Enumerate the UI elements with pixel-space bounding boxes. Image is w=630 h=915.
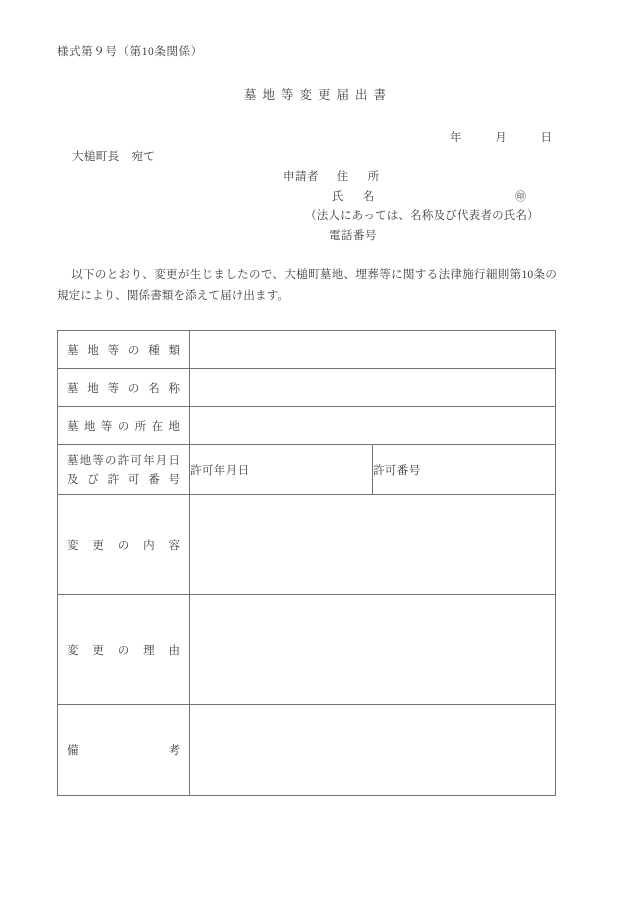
row-label-location [58,407,190,445]
body-paragraph-text: 以下のとおり、変更が生じましたので、大槌町墓地、埋葬等に関する法律施行細則第10条の規定により、関係書類を添えて届け出ます。 [57,269,557,302]
form-table [57,330,556,796]
document-title: 墓地等変更届出書 [243,88,392,102]
applicant-address-label: 住 所 [336,171,384,183]
permit-number-label: 許可番号 [373,464,421,477]
seal-stamp-icon: ㊞ [515,190,526,203]
label-text: 墓地等の種類 [67,344,180,357]
label-text-line1: 墓地等の許可年月日 [67,455,180,467]
row-label-change-reason [58,595,190,705]
applicant-corporate-note-row [283,207,539,227]
label-text: 変更の理由 [67,644,180,657]
row-value-type[interactable] [190,331,556,369]
label-text: 備考 [67,745,180,757]
row-label-remarks [58,705,190,796]
table-row [58,445,556,495]
label-text: 墓地等の名称 [67,382,180,395]
corporate-note: （法人にあっては、名称及び代表者の氏名） [305,210,539,222]
applicant-address-row [283,168,539,188]
table-row [58,705,556,796]
table-row [58,369,556,407]
addressee-line: 大槌町長 宛て [72,151,156,163]
date-year-label: 年 [450,132,462,144]
row-label-type [58,331,190,369]
row-value-location[interactable] [190,407,556,445]
row-value-name[interactable] [190,369,556,407]
label-text: 墓地等の所在地 [67,420,180,433]
date-day-label: 日 [540,132,552,144]
date-month-label: 月 [495,132,507,144]
body-paragraph [57,265,557,307]
table-row [58,495,556,595]
row-value-change-content[interactable] [190,495,556,595]
row-value-remarks[interactable] [190,705,556,796]
applicant-label: 申請者 [283,171,319,183]
permit-date-label: 許可年月日 [190,464,250,477]
applicant-phone-row [283,227,539,247]
date-line [450,129,552,145]
row-label-name [58,369,190,407]
label-text-line2: 及び許可番号 [67,474,180,486]
permit-number-cell[interactable] [373,445,556,495]
applicant-name-row [283,188,539,208]
table-row [58,331,556,369]
permit-date-cell[interactable] [190,445,373,495]
applicant-block [283,168,539,246]
table-row [58,407,556,445]
row-label-permit [58,445,190,495]
applicant-name-label: 氏 名 [331,190,379,203]
form-number: 様式第９号（第10条関係） [57,46,203,58]
row-label-change-content [58,495,190,595]
row-value-change-reason[interactable] [190,595,556,705]
label-text: 変更の内容 [67,539,180,552]
applicant-phone-label: 電話番号 [329,229,377,242]
table-row [58,595,556,705]
